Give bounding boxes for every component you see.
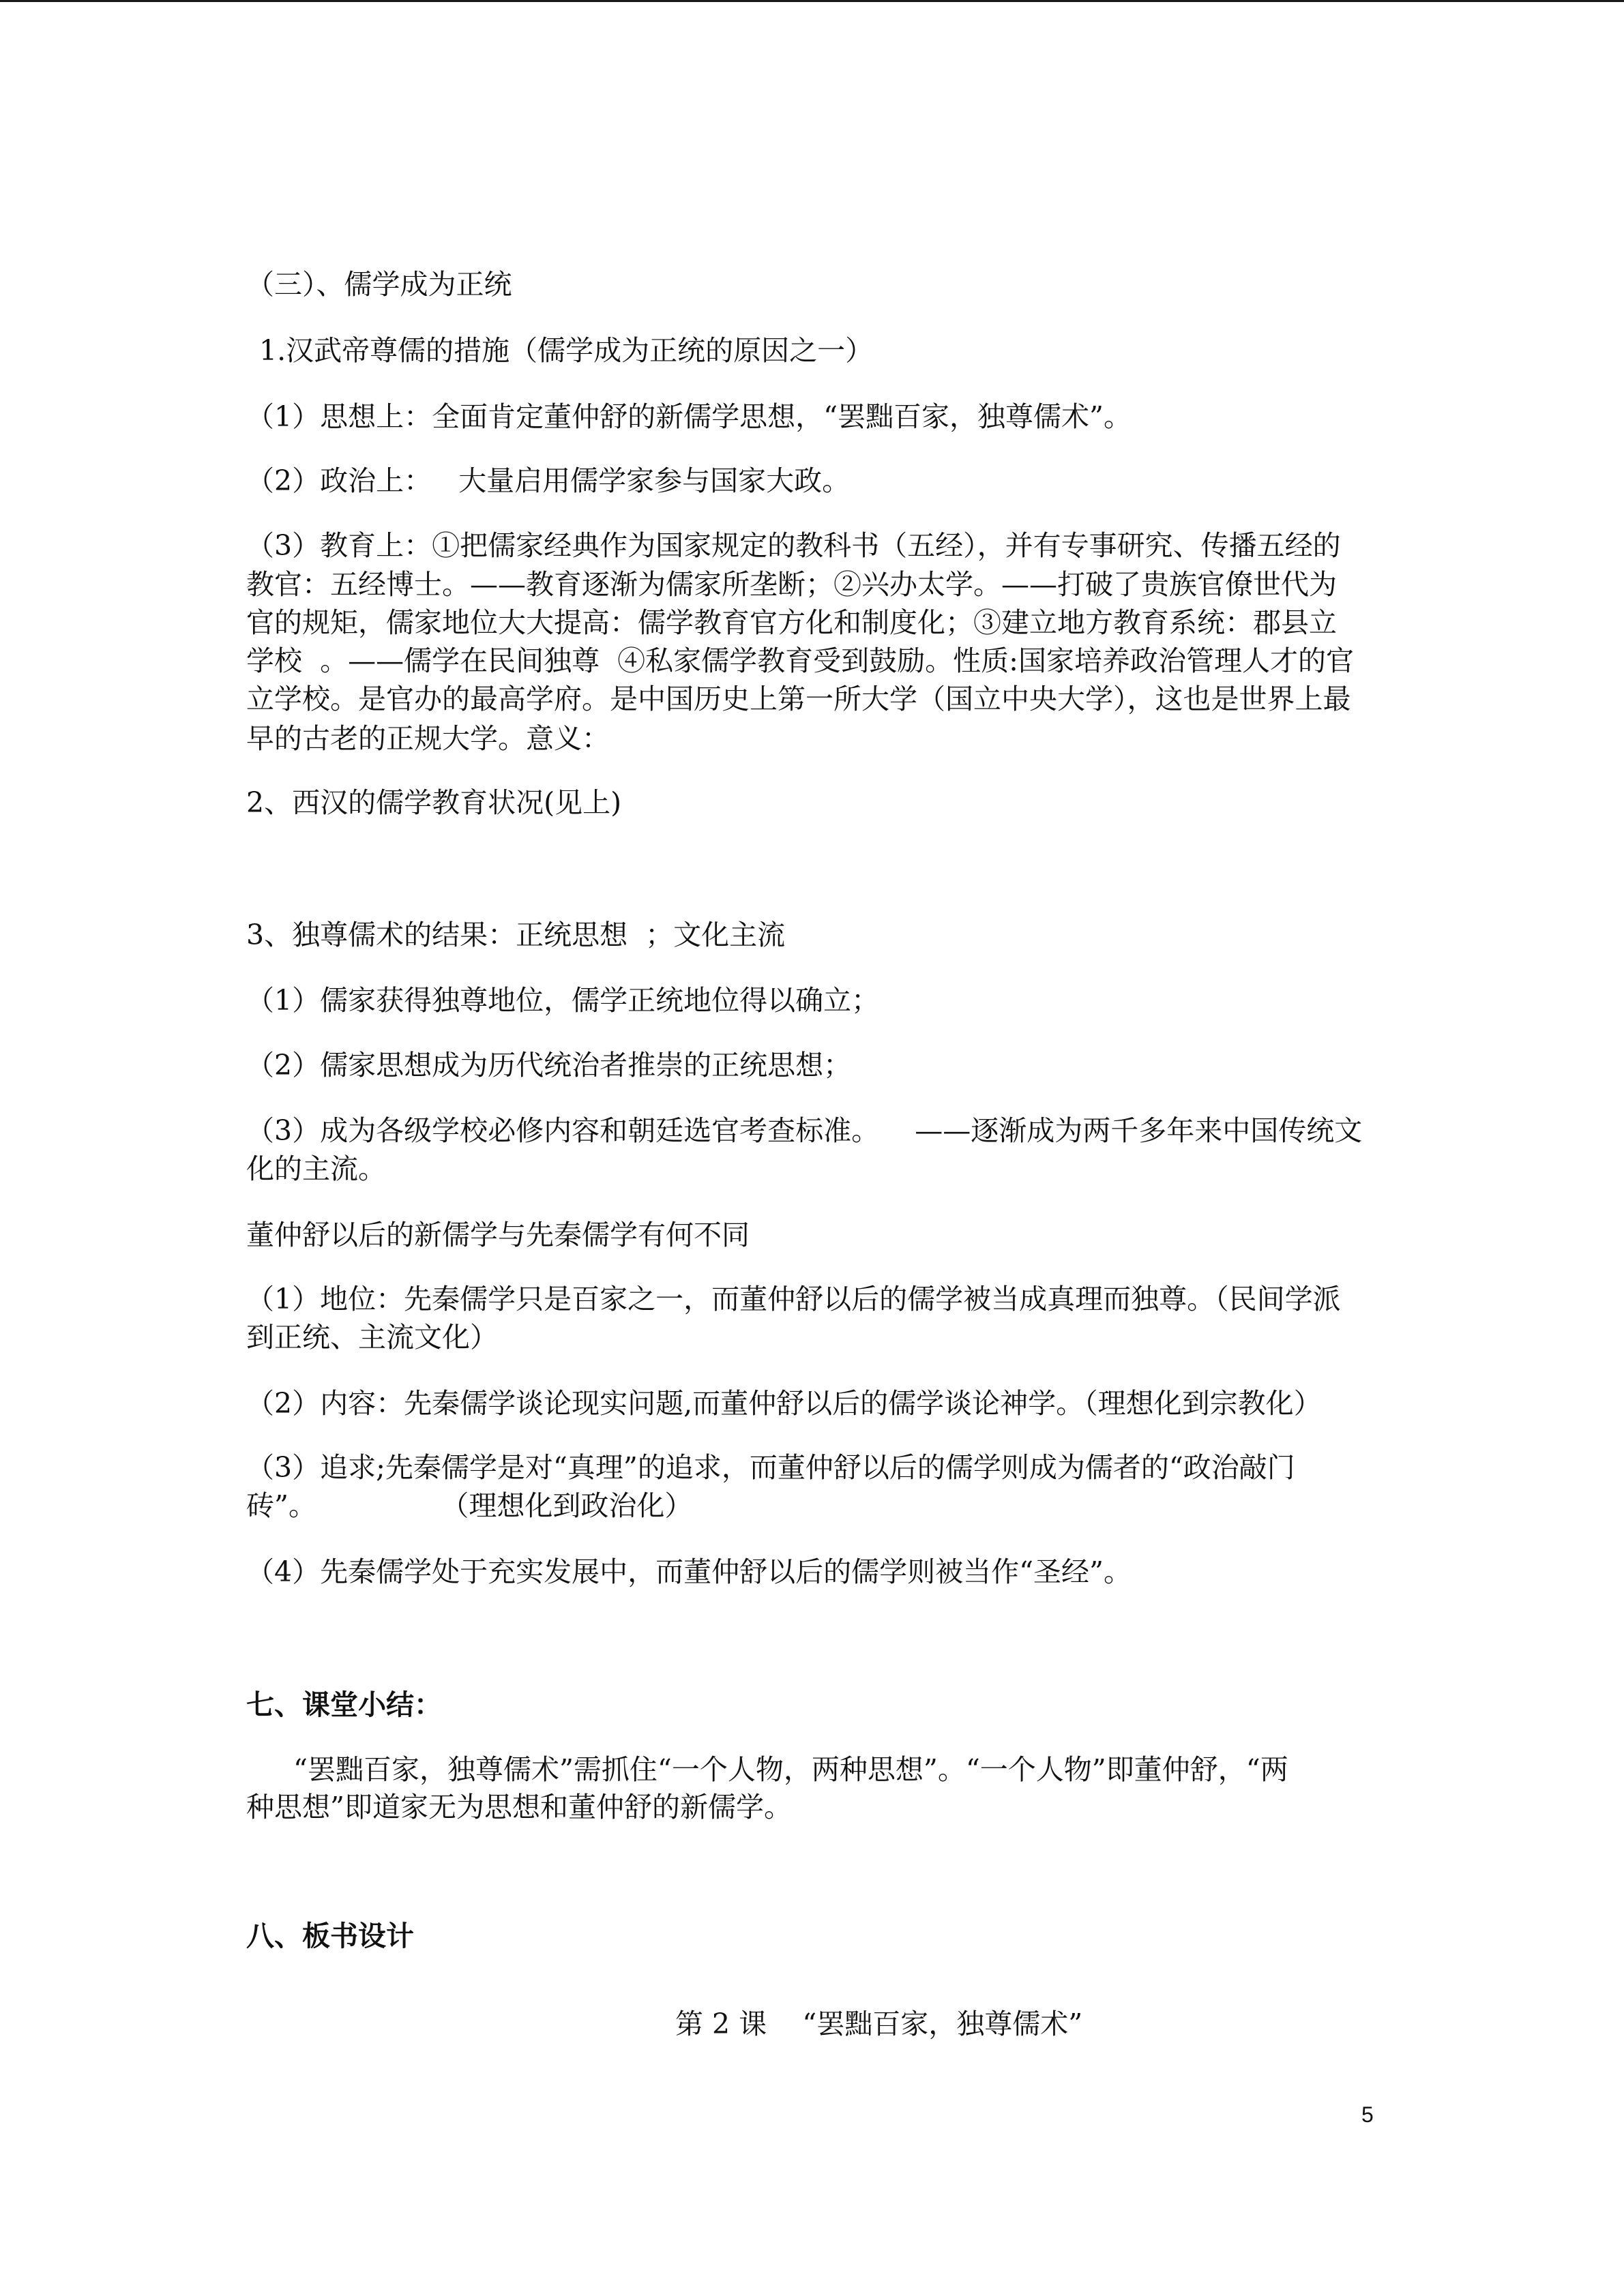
page-number: 5 <box>1361 2102 1374 2127</box>
measure-education-line: 学校 。——儒学在民间独尊 ④私家儒学教育受到鼓励。性质:国家培养政治管理人才的官 <box>246 644 1354 677</box>
measure-education-line: 早的古老的正规大学。意义： <box>246 722 610 755</box>
result-line: （2）儒家思想成为历代统治者推崇的正统思想； <box>246 1049 852 1082</box>
point-3-heading: 3、独尊儒术的结果：正统思想 ；文化主流 <box>246 919 786 951</box>
summary-line: 种思想”即道家无为思想和董仲舒的新儒学。 <box>246 1791 792 1823</box>
measure-education-line: 立学校。是官办的最高学府。是中国历史上第一所大学（国立中央大学），这也是世界上最 <box>246 683 1351 715</box>
board-title: 第 2 课 “罢黜百家，独尊儒术” <box>675 2008 1083 2040</box>
section-3-heading: （三）、儒学成为正统 <box>246 268 512 301</box>
measure-thought: （1）思想上：全面肯定董仲舒的新儒学思想，“罢黜百家，独尊儒术”。 <box>246 400 1132 433</box>
section-7-heading: 七、课堂小结： <box>246 1688 442 1721</box>
point-2-heading: 2、西汉的儒学教育状况(见上) <box>246 786 622 819</box>
comparison-line: （1）地位：先秦儒学只是百家之一，而董仲舒以后的儒学被当成真理而独尊。（民间学派 <box>246 1283 1341 1315</box>
comparison-line: （2）内容：先秦儒学谈论现实问题,而董仲舒以后的儒学谈论神学。（理想化到宗教化） <box>246 1387 1322 1420</box>
section-8-heading: 八、板书设计 <box>246 1920 414 1952</box>
measure-education-line: 教官：五经博士。——教育逐渐为儒家所垄断；②兴办太学。——打破了贵族官僚世代为 <box>246 568 1337 601</box>
comparison-line: （4）先秦儒学处于充实发展中，而董仲舒以后的儒学则被当作“圣经”。 <box>246 1555 1132 1588</box>
summary-line: “罢黜百家，独尊儒术”需抓住“一个人物，两种思想”。“一个人物”即董仲舒，“两 <box>293 1753 1288 1786</box>
comparison-heading: 董仲舒以后的新儒学与先秦儒学有何不同 <box>246 1219 750 1251</box>
comparison-line: （3）追求;先秦儒学是对“真理”的追求，而董仲舒以后的儒学则成为儒者的“政治敲门 <box>246 1451 1295 1484</box>
result-line: （1）儒家获得独尊地位，儒学正统地位得以确立； <box>246 984 880 1017</box>
measure-education-line: 官的规矩，儒家地位大大提高：儒学教育官方化和制度化；③建立地方教育系统：郡县立 <box>246 606 1337 639</box>
result-line: 化的主流。 <box>246 1152 386 1185</box>
comparison-line: 砖”。 （理想化到政治化） <box>246 1489 693 1522</box>
measure-education-line: （3）教育上：①把儒家经典作为国家规定的教科书（五经），并有专事研究、传播五经的 <box>246 529 1341 562</box>
comparison-line: 到正统、主流文化） <box>246 1321 498 1354</box>
measure-politics: （2）政治上： 大量启用儒学家参与国家大政。 <box>246 464 851 497</box>
result-line: （3）成为各级学校必修内容和朝廷选官考查标准。 ——逐渐成为两千多年来中国传统文 <box>246 1114 1363 1147</box>
point-1-heading: 1.汉武帝尊儒的措施（儒学成为正统的原因之一） <box>259 334 874 367</box>
